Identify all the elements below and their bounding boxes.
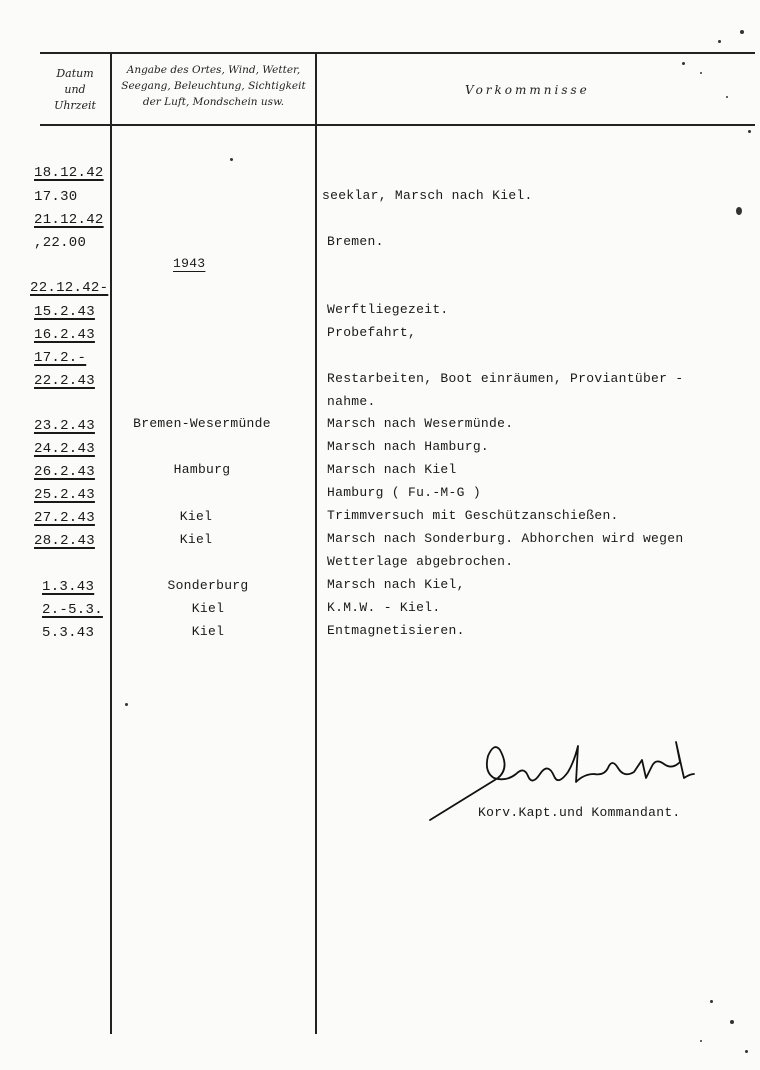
event-entry: Hamburg ( Fu.-M-G ) [327,485,481,500]
event-entry: Bremen. [327,234,384,249]
header-place-line1: Angabe des Ortes, Wind, Wetter, [126,64,301,76]
scan-speck [700,72,702,74]
header-date-column [40,66,110,114]
header-place-line3: der Luft, Mondschein usw. [142,96,285,108]
place-entry: Kiel [179,532,213,547]
scan-speck [745,1050,748,1053]
place-entry: Bremen-Wesermünde [133,416,271,431]
date-entry: 28.2.43 [34,533,95,549]
scan-speck [682,62,685,65]
place-entry: Kiel [191,601,225,616]
date-entry: 24.2.43 [34,441,95,457]
date-entry: 17.30 [34,189,78,205]
date-entry: 5.3.43 [42,625,95,641]
scan-speck [710,1000,713,1003]
date-entry: 16.2.43 [34,327,95,343]
header-place-column [112,62,315,110]
header-date-line1: Datum [56,67,94,80]
scan-speck [748,130,751,133]
year-marker: 1943 [173,256,206,271]
scan-speck [740,30,744,34]
event-entry: Restarbeiten, Boot einräumen, Proviantüber - [327,371,684,386]
event-entry: Trimmversuch mit Geschützanschießen. [327,508,619,523]
place-entry: Hamburg [173,462,231,477]
date-entry: 26.2.43 [34,464,95,480]
place-entry: Kiel [191,624,225,639]
date-entry: 21.12.42 [34,212,104,228]
signature-title: Korv.Kapt.und Kommandant. [478,805,681,820]
date-entry: 18.12.42 [34,165,104,181]
place-entry: Kiel [179,509,213,524]
date-entry: 2.-5.3. [42,602,103,618]
scan-speck [125,703,128,706]
event-entry: Probefahrt, [327,325,417,340]
header-place-line2: Seegang, Beleuchtung, Sichtigkeit [121,80,306,92]
date-entry: 25.2.43 [34,487,95,503]
header-events-column: Vorkommnisse [465,83,590,97]
place-entry: Sonderburg [167,578,249,593]
event-entry: Marsch nach Kiel [327,462,457,477]
header-date-line2: und [64,83,86,96]
date-entry: 1.3.43 [42,579,95,595]
date-entry: ,22.00 [34,235,87,251]
top-rule [40,52,755,54]
event-entry: K.M.W. - Kiel. [327,600,441,615]
scan-speck [230,158,233,161]
date-entry: 22.12.42- [30,280,109,296]
date-entry: 15.2.43 [34,304,95,320]
date-entry: 27.2.43 [34,510,95,526]
date-entry: 23.2.43 [34,418,95,434]
scan-speck [700,1040,702,1042]
event-entry: Marsch nach Sonderburg. Abhorchen wird wegen [327,531,684,546]
event-entry: Werftliegezeit. [327,302,449,317]
date-entry: 22.2.43 [34,373,95,389]
date-entry: 17.2.- [34,350,87,366]
event-entry: Entmagnetisieren. [327,623,465,638]
scan-speck [718,40,721,43]
event-entry: Wetterlage abgebrochen. [327,554,514,569]
scan-speck [730,1020,734,1024]
event-entry: Marsch nach Wesermünde. [327,416,514,431]
header-date-line3: Uhrzeit [54,99,96,112]
event-entry: Marsch nach Hamburg. [327,439,490,454]
header-rule [40,124,755,126]
scan-speck [726,96,728,98]
column-divider-2 [315,54,317,1034]
event-entry: nahme. [327,394,376,409]
event-entry: seeklar, Marsch nach Kiel. [322,188,533,203]
event-entry: Marsch nach Kiel, [327,577,465,592]
scan-speck [736,207,742,215]
